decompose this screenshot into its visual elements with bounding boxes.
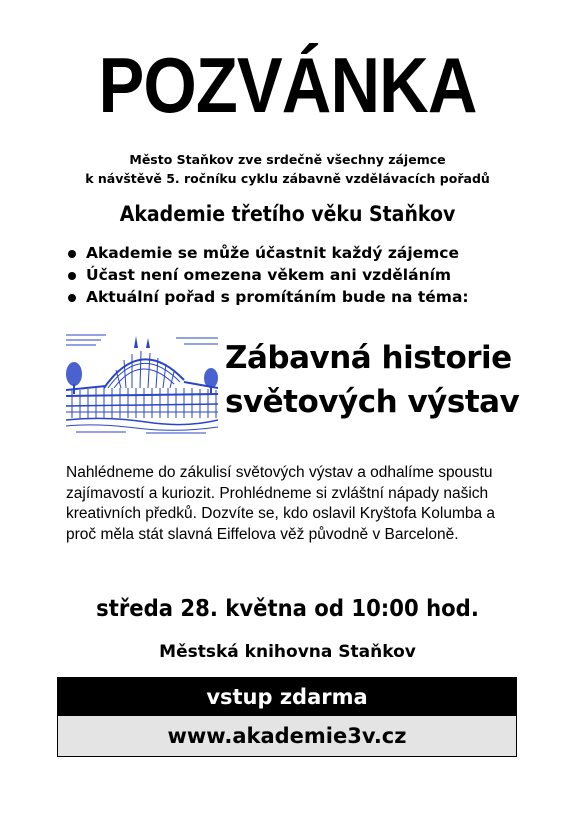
website-url: www.akademie3v.cz	[58, 716, 516, 756]
topic-line-2: světových výstav	[225, 384, 520, 420]
event-place: Městská knihovna Staňkov	[159, 642, 416, 662]
bullet-item: Aktuální pořad s promítáním bude na téma:	[66, 286, 469, 308]
free-admission-label: vstup zdarma	[58, 678, 516, 716]
bullet-item: Akademie se může účastnit každý zájemce	[66, 242, 469, 264]
program-description: Nahlédneme do zákulisí světových výstav a odhalíme spoustu zajímavostí a kuriozit. Prohlédneme si zvláštní nápady našich kreativních předků. Dozvíte se, kdo oslavil Kryštofa Kolumba a proč měla stát slavná Eiffelova věž původně v Barceloně.	[66, 464, 496, 543]
organization-heading: Akademie třetího věku Staňkov	[119, 202, 456, 226]
topic-line-1: Zábavná historie	[225, 340, 512, 376]
intro-text	[0, 150, 575, 188]
exhibition-hall-engraving-icon	[66, 330, 218, 436]
info-bullet-list	[66, 242, 469, 308]
program-topic	[225, 336, 525, 424]
invitation-title: POZVÁNKA	[98, 41, 477, 129]
intro-line-1: Město Staňkov zve srdečně všechny zájemce	[129, 152, 446, 167]
event-date: středa 28. května od 10:00 hod.	[96, 596, 479, 622]
intro-line-2: k návštěvě 5. ročníku cyklu zábavně vzdělávacích pořadů	[85, 171, 490, 186]
info-banner	[57, 677, 517, 757]
bullet-item: Účast není omezena věkem ani vzděláním	[66, 264, 469, 286]
